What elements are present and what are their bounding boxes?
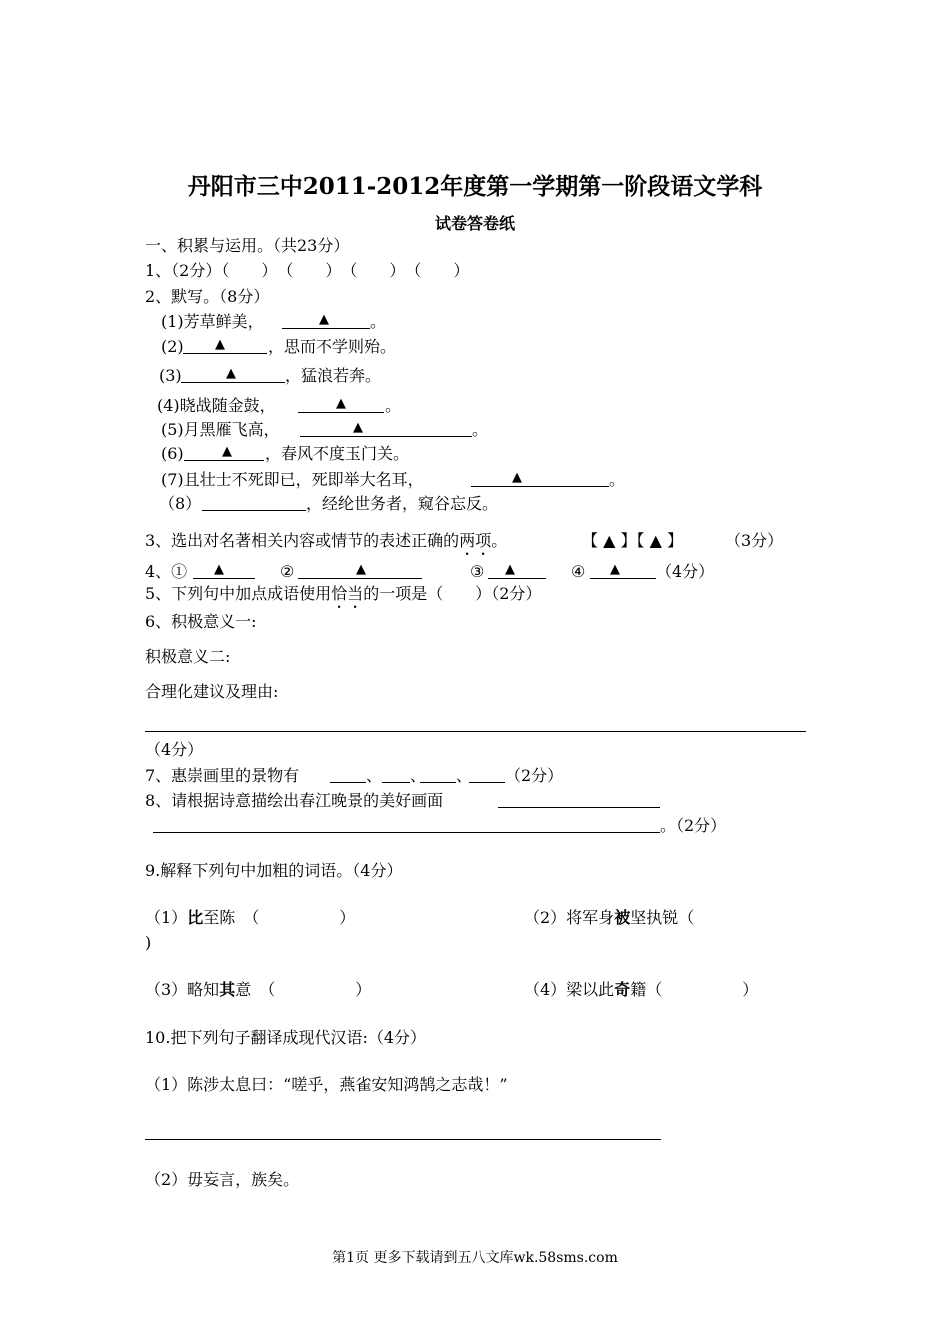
question-8-end: 。（2分） xyxy=(660,816,727,835)
question-10-sentence-1: （1）陈涉太息曰：“嗟乎，燕雀安知鸿鹄之志哉！” xyxy=(145,1075,508,1094)
dictation-line-1-suffix: 。 xyxy=(370,312,387,331)
dictation-line-3-suffix: ，猛浪若奔。 xyxy=(285,366,382,385)
question-6-line-2: 积极意义二: xyxy=(145,647,231,666)
bold-word: 奇 xyxy=(614,980,631,999)
dictation-line-6-suffix: ，春风不度玉门关。 xyxy=(265,444,410,463)
q9-item-2 xyxy=(524,908,694,928)
answer-line[interactable] xyxy=(153,832,660,833)
question-7-score: （2分） xyxy=(505,766,564,785)
dictation-line-5-prefix: (5)月黑雁飞高， xyxy=(161,420,280,439)
dictation-line-4-suffix: 。 xyxy=(385,396,402,415)
question-1: 1、（2分）（ ） （ ） （ ） （ ） xyxy=(145,261,470,280)
q9-item-text: （3）略知 xyxy=(145,980,220,999)
question-3-score: （3分） xyxy=(725,531,784,550)
dictation-line-4-prefix: (4)晓战随金鼓， xyxy=(157,396,276,415)
question-5-text-end: 的一项是（ ）（2分） xyxy=(363,584,542,603)
choice-2-label: ② xyxy=(280,562,295,581)
separator: 、 xyxy=(410,766,427,785)
section-heading: 一、积累与运用。（共23分） xyxy=(145,236,350,255)
choice-4-label: ④ xyxy=(571,562,586,581)
blank-marker-icon: ▲ xyxy=(319,312,329,327)
answer-line[interactable] xyxy=(471,486,609,487)
page-title: 丹阳市三中2011-2012年度第一学期第一阶段语文学科 xyxy=(187,173,763,200)
question-2-heading: 2、默写。（8分） xyxy=(145,287,270,306)
question-10-heading: 10.把下列句子翻译成现代汉语:（4分） xyxy=(145,1028,427,1047)
blank-marker-icon: ▲ xyxy=(336,396,346,411)
separator: 、 xyxy=(456,766,473,785)
page-subtitle: 试卷答卷纸 xyxy=(434,214,515,233)
question-3 xyxy=(145,531,507,559)
separator: 、 xyxy=(366,766,383,785)
bold-word: 被 xyxy=(614,908,631,927)
answer-line[interactable] xyxy=(145,731,806,732)
q9-item-text: （2）将军身 xyxy=(524,908,615,927)
answer-line[interactable] xyxy=(298,578,422,579)
bold-word: 比 xyxy=(187,908,204,927)
q9-item-1 xyxy=(145,908,355,928)
answer-line[interactable] xyxy=(145,1139,661,1140)
page-footer: 第1页 更多下载请到五八文库wk.58sms.com xyxy=(332,1250,618,1266)
answer-line[interactable] xyxy=(420,782,456,783)
answer-line[interactable] xyxy=(498,807,660,808)
q9-item-text: 坚执锐（ xyxy=(630,908,695,927)
dictation-line-8-prefix: （8） xyxy=(159,494,202,513)
q9-item-2-close: ) xyxy=(145,933,152,952)
question-8: 8、请根据诗意描绘出春江晚景的美好画面 xyxy=(145,791,444,810)
answer-line[interactable] xyxy=(469,782,505,783)
answer-line[interactable] xyxy=(202,510,306,511)
dictation-line-6-prefix: (6) xyxy=(161,444,184,463)
blank-marker-icon: ▲ xyxy=(356,562,366,577)
question-4-score: （4分） xyxy=(656,562,715,581)
emphasis-text: 两项 xyxy=(459,531,492,550)
bold-word: 其 xyxy=(219,980,236,999)
answer-line[interactable] xyxy=(298,412,384,413)
question-10-sentence-2: （2）毋妄言，族矣。 xyxy=(145,1170,300,1189)
dictation-line-8-suffix: ，经纶世务者，窥谷忘反。 xyxy=(306,494,499,513)
blank-marker-icon: ▲ xyxy=(512,470,522,485)
answer-line[interactable] xyxy=(330,782,366,783)
question-6-line-3: 合理化建议及理由: xyxy=(145,682,279,701)
answer-line[interactable] xyxy=(184,460,264,461)
q9-item-text: 至陈 （ ） xyxy=(203,908,356,927)
answer-line[interactable] xyxy=(193,578,255,579)
blank-marker-icon: ▲ xyxy=(215,337,225,352)
answer-line[interactable] xyxy=(183,353,267,354)
q9-item-text: （1） xyxy=(145,908,188,927)
question-7: 7、惠崇画里的景物有 xyxy=(145,766,300,785)
question-5-text: 5、下列句中加点成语使用 xyxy=(145,584,332,603)
question-5 xyxy=(145,584,541,612)
dictation-line-1-prefix: (1)芳草鲜美， xyxy=(161,312,264,331)
dictation-line-7-suffix: 。 xyxy=(609,470,626,489)
dictation-line-3-prefix: (3) xyxy=(159,366,182,385)
answer-brackets[interactable]: 【 ▲ 】【 ▲ 】 xyxy=(582,531,683,550)
answer-line[interactable] xyxy=(590,578,656,579)
question-4-prefix: 4、① xyxy=(145,562,188,581)
answer-line[interactable] xyxy=(300,436,472,437)
blank-marker-icon: ▲ xyxy=(214,562,224,577)
answer-line[interactable] xyxy=(282,328,370,329)
blank-marker-icon: ▲ xyxy=(353,420,363,435)
answer-line[interactable] xyxy=(181,382,285,383)
question-6-score: （4分） xyxy=(145,740,204,759)
choice-3-label: ③ xyxy=(470,562,485,581)
q9-item-text: 意 （ ） xyxy=(235,980,372,999)
answer-line[interactable] xyxy=(488,578,546,579)
question-6-line-1: 6、积极意义一: xyxy=(145,612,257,631)
blank-marker-icon: ▲ xyxy=(505,562,515,577)
dictation-line-2-suffix: ，思而不学则殆。 xyxy=(268,337,397,356)
question-3-text-end: 。 xyxy=(491,531,508,550)
emphasis-text: 恰当 xyxy=(331,584,364,603)
blank-marker-icon: ▲ xyxy=(610,562,620,577)
dictation-line-2-prefix: (2) xyxy=(161,337,184,356)
q9-item-text: 籍（ ） xyxy=(630,980,759,999)
dictation-line-7-prefix: (7)且壮士不死即已，死即举大名耳， xyxy=(161,470,424,489)
blank-marker-icon: ▲ xyxy=(226,366,236,381)
q9-item-text: （4）梁以此 xyxy=(524,980,615,999)
q9-item-4 xyxy=(524,980,758,1000)
q9-item-3 xyxy=(145,980,371,1000)
answer-line[interactable] xyxy=(382,782,410,783)
question-9-heading: 9.解释下列句中加粗的词语。（4分） xyxy=(145,861,403,880)
dictation-line-5-suffix: 。 xyxy=(472,420,489,439)
question-3-text: 3、选出对名著相关内容或情节的表述正确的 xyxy=(145,531,460,550)
blank-marker-icon: ▲ xyxy=(222,444,232,459)
